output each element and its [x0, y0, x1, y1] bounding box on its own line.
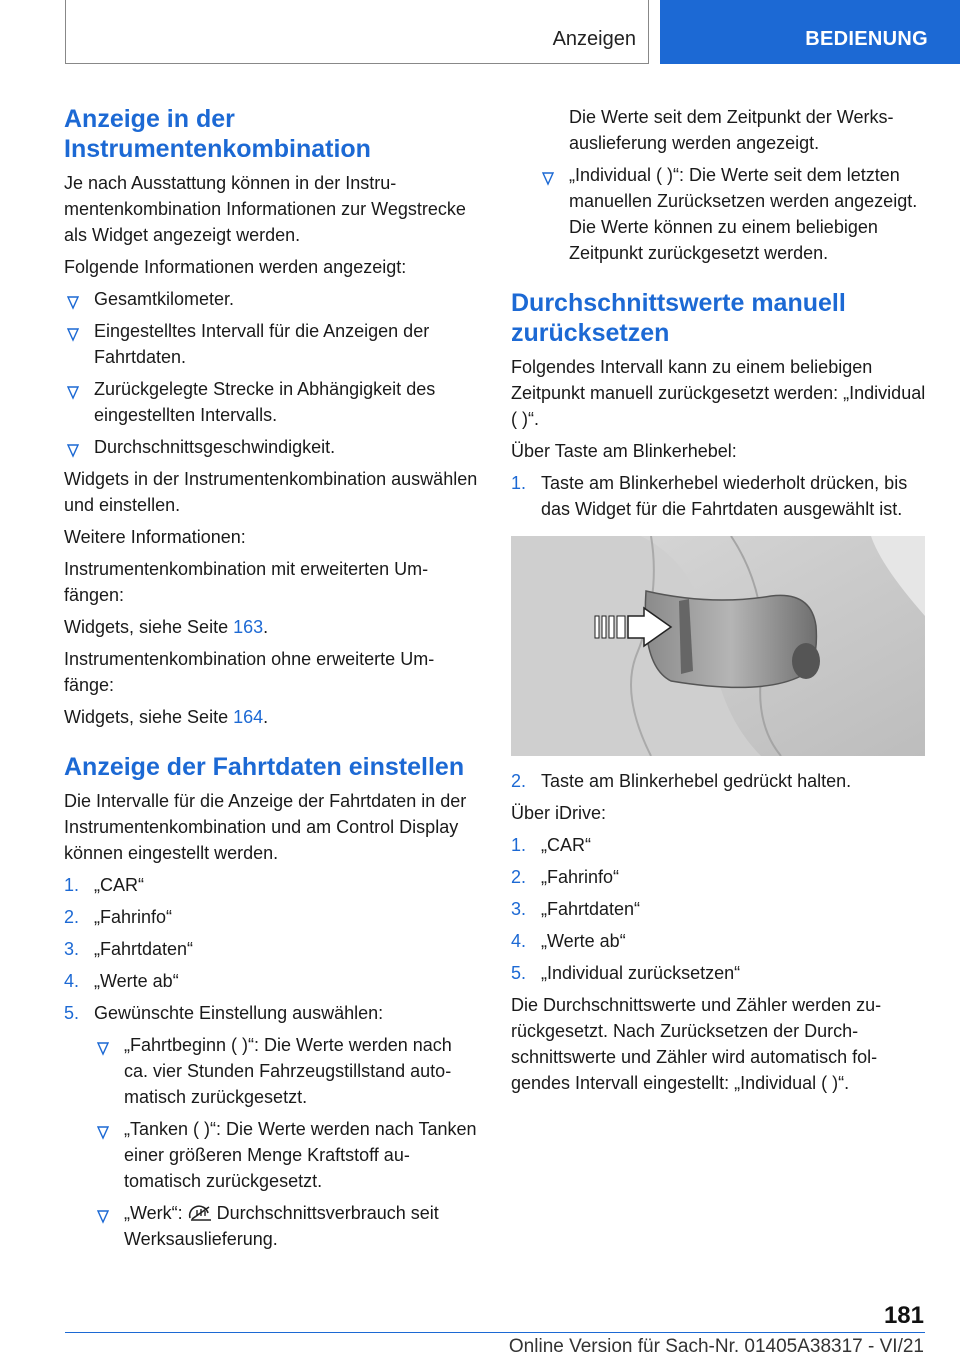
list-item: 2. „Fahrinfo“: [64, 907, 173, 927]
paragraph: Instrumentenkombination ohne erweiterte Umfänge:: [64, 649, 435, 695]
list-item: Durchschnittsgeschwindigkeit.: [64, 434, 478, 460]
triangle-bullet-icon: [542, 167, 554, 181]
list-item: 1. „CAR“: [511, 835, 591, 855]
paragraph: Folgende Informationen werden angezeigt:: [64, 257, 407, 277]
list-item: 5. „Individual zurücksetzen“: [511, 963, 741, 983]
paragraph: Folgendes Intervall kann zu einem beliebigen Zeitpunkt manuell zurückgesetzt werden: „Individual ( )“.: [511, 357, 926, 429]
sub-list: [94, 1032, 478, 1252]
list-item: „Werk“: Durchschnittsverbrauch seit Werksauslieferung.: [94, 1200, 478, 1252]
right-column: [511, 104, 929, 1102]
triangle-bullet-icon: [97, 1037, 109, 1051]
list-item: 4. „Werte ab“: [64, 971, 179, 991]
steps-list: [64, 872, 478, 1252]
list-item: Eingestelltes Intervall für die Anzeigen der Fahrtdaten.: [64, 318, 478, 370]
triangle-bullet-icon: [67, 291, 79, 305]
page-number: 181: [883, 1302, 924, 1329]
header-section-title: Anzeigen: [552, 28, 636, 50]
list-item: 3. „Fahrtdaten“: [64, 939, 194, 959]
page-link-163[interactable]: 163: [233, 617, 264, 637]
paragraph: Widgets in der Instrumentenkombination auswählen und einstellen.: [64, 469, 478, 515]
paragraph: Die Intervalle für die Anzeige der Fahrtdaten in der Instrumentenkombination und am Control Display können eingestellt werden.: [64, 791, 467, 863]
paragraph: Über iDrive:: [511, 803, 607, 823]
steps-list-lever-2: [511, 768, 929, 794]
steps-list-lever: [511, 470, 929, 522]
triangle-bullet-icon: [97, 1205, 109, 1219]
header-rule-left: [65, 0, 66, 64]
list-item: Gesamtkilometer.: [64, 286, 478, 312]
list-item: 4. „Werte ab“: [511, 931, 626, 951]
paragraph: Über Taste am Blinkerhebel:: [511, 441, 737, 461]
triangle-bullet-icon: [67, 381, 79, 395]
footer-version-text: Online Version für Sach-Nr. 01405A38317 - VI/21: [508, 1336, 924, 1357]
left-column: [64, 104, 478, 1258]
triangle-bullet-icon: [67, 323, 79, 337]
continued-sub-list: [511, 162, 929, 266]
triangle-bullet-icon: [67, 439, 79, 453]
header-rule-right: [648, 0, 649, 64]
footer-rule: [65, 1332, 925, 1333]
list-item: 1. „CAR“: [64, 875, 144, 895]
list-item: „Individual ( )“: Die Werte seit dem letzten manuellen Zurücksetzen werden angezeigt. Die Werte können zu einem beliebigen Zeitpunkt zurückgesetzt werden.: [539, 162, 929, 266]
list-item: 5. Gewünschte Einstellung auswählen: „Fahrtbeginn ( )“: Die Werte werden nach ca. vier Stunden Fahrzeugstillstand automatisch zurückgesetzt. „Tanken ( )“: Die Werte werden nach Tanken einer größeren Menge Kraftstoff automatisch zurückgesetzt. „Werk“: Durchschnittsverbrauch seit Werksauslieferung.: [64, 1000, 478, 1252]
consumption-icon: [187, 1203, 213, 1221]
list-item: „Fahrtbeginn ( )“: Die Werte werden nach ca. vier Stunden Fahrzeugstillstand automatisch zurückgesetzt.: [94, 1032, 478, 1110]
info-list: [64, 286, 478, 460]
page-link-164[interactable]: 164: [233, 707, 264, 727]
list-item: 3. „Fahrtdaten“: [511, 899, 641, 919]
list-item: „Tanken ( )“: Die Werte werden nach Tanken einer größeren Menge Kraftstoff automatisch zurückgesetzt.: [94, 1116, 478, 1194]
paragraph: Die Durchschnittswerte und Zähler werden zurückgesetzt. Nach Zurücksetzen der Durchschnittswerte und Zähler wird automatisch folgendes Intervall eingestellt: „Individual ( )“.: [511, 995, 882, 1093]
paragraph-page-ref: Widgets, siehe Seite 163.: [64, 617, 269, 637]
paragraph-page-ref: Widgets, siehe Seite 164.: [64, 707, 269, 727]
triangle-bullet-icon: [97, 1121, 109, 1135]
list-item: Zurückgelegte Strecke in Abhängigkeit des eingestellten Intervalls.: [64, 376, 478, 428]
paragraph: Instrumentenkombination mit erweiterten Umfängen:: [64, 559, 429, 605]
paragraph: Weitere Informationen:: [64, 527, 246, 547]
turn-signal-lever-illustration: [511, 536, 925, 756]
header-chapter-label: BEDIENUNG: [805, 28, 928, 50]
paragraph: Je nach Ausstattung können in der Instrumentenkombination Informationen zur Wegstrecke als Widget angezeigt werden.: [64, 173, 466, 245]
header-chapter-tab: [660, 0, 960, 64]
paragraph-continued: Die Werte seit dem Zeitpunkt der Werksauslieferung werden angezeigt.: [569, 107, 894, 153]
steps-list-idrive: [511, 832, 929, 986]
list-item: 1. Taste am Blinkerhebel wiederholt drücken, bis das Widget für die Fahrtdaten ausgewählt ist.: [511, 473, 908, 519]
section-title-fahrtdaten: Anzeige der Fahrtdaten einstellen: [64, 753, 465, 781]
list-item: 2. „Fahrinfo“: [511, 867, 620, 887]
section-title-anzeige: Anzeige in der Instrumentenkombination: [64, 105, 371, 163]
header-rule-bottom: [65, 63, 649, 64]
list-item: 2. Taste am Blinkerhebel gedrückt halten.: [511, 771, 852, 791]
section-title-zuruecksetzen: Durchschnittswerte manuell zurücksetzen: [511, 289, 846, 347]
